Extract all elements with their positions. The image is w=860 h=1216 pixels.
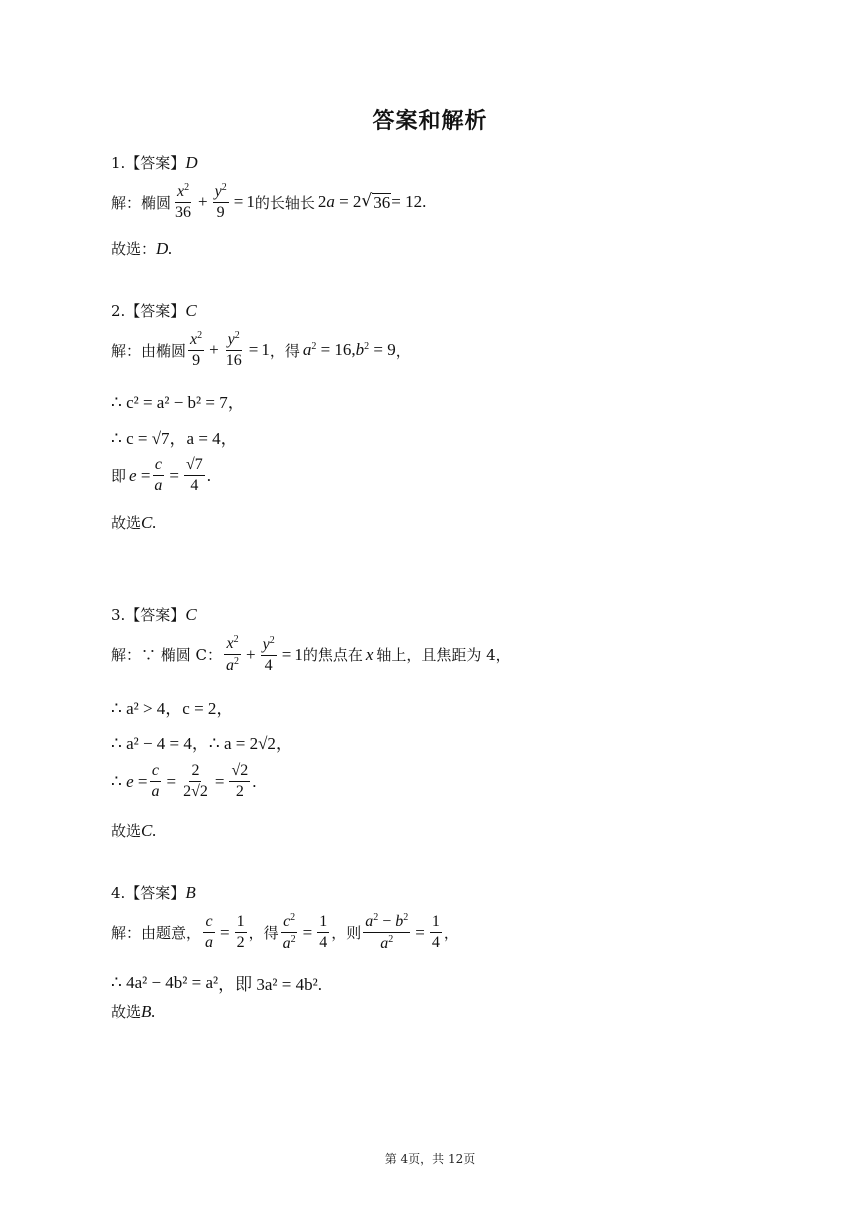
q3-line3-text: ∴ a² − 4 = 4，∴ a = 2√2， [111,734,293,753]
q1-solution: 解：椭圆 $\frac{x^2}{36}$ + $\frac{y^2}{9}$ = 1 的长轴长 2a = 2 √ 36 = 12. [111,182,427,222]
page-title: 答案和解析 [372,109,488,134]
q2-line2-text: ∴ c² = a² − b² = 7， [111,393,245,412]
q3-frac-y: $\frac{y^2}{4}$ [262,634,275,674]
q2-line4-prefix: 即 [111,467,127,486]
q3-solution: 解：∵ 椭圆 C： $\frac{x^2}{a^2}$ + $\frac{y^2}{4}$ = 1 的焦点在 x 轴上，且焦距为 4， [111,634,511,675]
q1-answer-line [111,152,198,173]
q4-frac-ca: $\frac{c}{a}$ [205,913,214,952]
q4-final-answer: B. [141,1001,156,1021]
q1-sqrt: √ 36 [361,190,391,212]
q4-final [111,1001,156,1022]
q3-frac-mid: $\frac{2}{2√2}$ [183,762,208,801]
q2-sol-prefix: 解：由椭圆 [111,341,187,360]
q4-answer: B [185,882,196,902]
q4-frac-half: $\frac{1}{2}$ [236,913,245,952]
q4-line2 [111,970,322,995]
q2-final [111,512,157,533]
q1-frac-x: $\frac{x^2}{36}$ [175,182,192,222]
page-footer: 第 4页，共 12页 [384,1152,476,1166]
q3-answer: C [185,604,197,624]
q4-answer-line [111,882,196,903]
q2-head: 2.【答案】 [111,302,186,320]
q4-sol-prefix: 解：由题意， [111,924,202,943]
q4-sol-get: ，得 [248,924,279,943]
q2-line3-text: ∴ c = √7，a = 4， [111,429,238,448]
q2-frac-ca: $\frac{c}{a}$ [154,456,163,495]
q3-frac-ca: $\frac{c}{a}$ [151,762,160,801]
q4-frac-quarter: $\frac{1}{4}$ [319,913,328,952]
q4-line2-b: ，即 3a² = 4b². [218,975,322,994]
q2-line3 [111,424,238,449]
q2-line4: 即 e = $\frac{c}{a}$ = $\frac{√7}{4}$ . [111,456,212,495]
q3-line2 [111,694,233,719]
q2-answer-line [111,300,197,321]
q4-solution: 解：由题意， $\frac{c}{a}$ = $\frac{1}{2}$ ，得 $\frac{c^2}{a^2}$ = $\frac{1}{4}$ ，则 $\frac{a^2 - b^2}{a^2}$ = $\frac{1}{4}$ ， [111,912,459,953]
q4-frac-c2a2: $\frac{c^2}{a^2}$ [282,912,296,953]
q3-line4: ∴ e = $\frac{c}{a}$ = $\frac{2}{2√2}$ = $\frac{√2}{2}$ . [111,762,257,801]
q3-frac-x: $\frac{x^2}{a^2}$ [226,634,240,675]
q3-sol-end: 轴上，且焦距为 4， [376,646,511,665]
q1-sol-mid: 的长轴长 [254,193,315,212]
q1-frac-y: $\frac{y^2}{9}$ [214,182,227,222]
q3-final-label: 故选 [111,822,142,840]
q1-final-answer: D. [156,238,173,258]
q1-sol-prefix: 解：椭圆 [111,193,172,212]
q4-sol-then: ，则 [331,924,362,943]
q1-final [111,238,173,259]
q4-frac-quarter-2: $\frac{1}{4}$ [431,913,440,952]
q4-frac-diff: $\frac{a^2 - b^2}{a^2}$ [365,912,409,953]
q2-frac-result: $\frac{√7}{4}$ [186,456,203,495]
q3-final [111,820,157,841]
q2-frac-y: $\frac{y^2}{16}$ [225,330,242,370]
q3-line2-text: ∴ a² > 4，c = 2， [111,699,234,718]
q2-line2 [111,388,245,413]
q3-head: 3.【答案】 [111,606,186,624]
q2-frac-x: $\frac{x^2}{9}$ [190,330,203,370]
q4-head: 4.【答案】 [111,884,186,902]
q1-answer: D [185,152,198,172]
q3-final-answer: C. [141,820,157,840]
q3-line3 [111,729,293,754]
q3-sol-x: x [365,644,374,664]
q2-sol-mid: ，得 [269,341,300,360]
q2-answer: C [185,300,197,320]
q2-final-label: 故选 [111,514,142,532]
q4-final-label: 故选 [111,1003,142,1021]
q2-solution: 解：由椭圆 $\frac{x^2}{9}$ + $\frac{y^2}{16}$ = 1 ，得 $a^2 = 16,b^2 = 9$ ， [111,330,411,370]
q3-answer-line [111,604,197,625]
q3-sol-mid: 的焦点在 [302,646,363,665]
q3-frac-result: $\frac{√2}{2}$ [231,762,249,801]
q4-line2-a: ∴ 4a² − 4b² = a² [111,972,219,992]
q2-final-answer: C. [141,512,157,532]
q1-final-label: 故选： [111,240,157,258]
q1-head: 1.【答案】 [111,154,186,172]
q3-sol-prefix: 解：∵ 椭圆 C： [111,646,223,665]
